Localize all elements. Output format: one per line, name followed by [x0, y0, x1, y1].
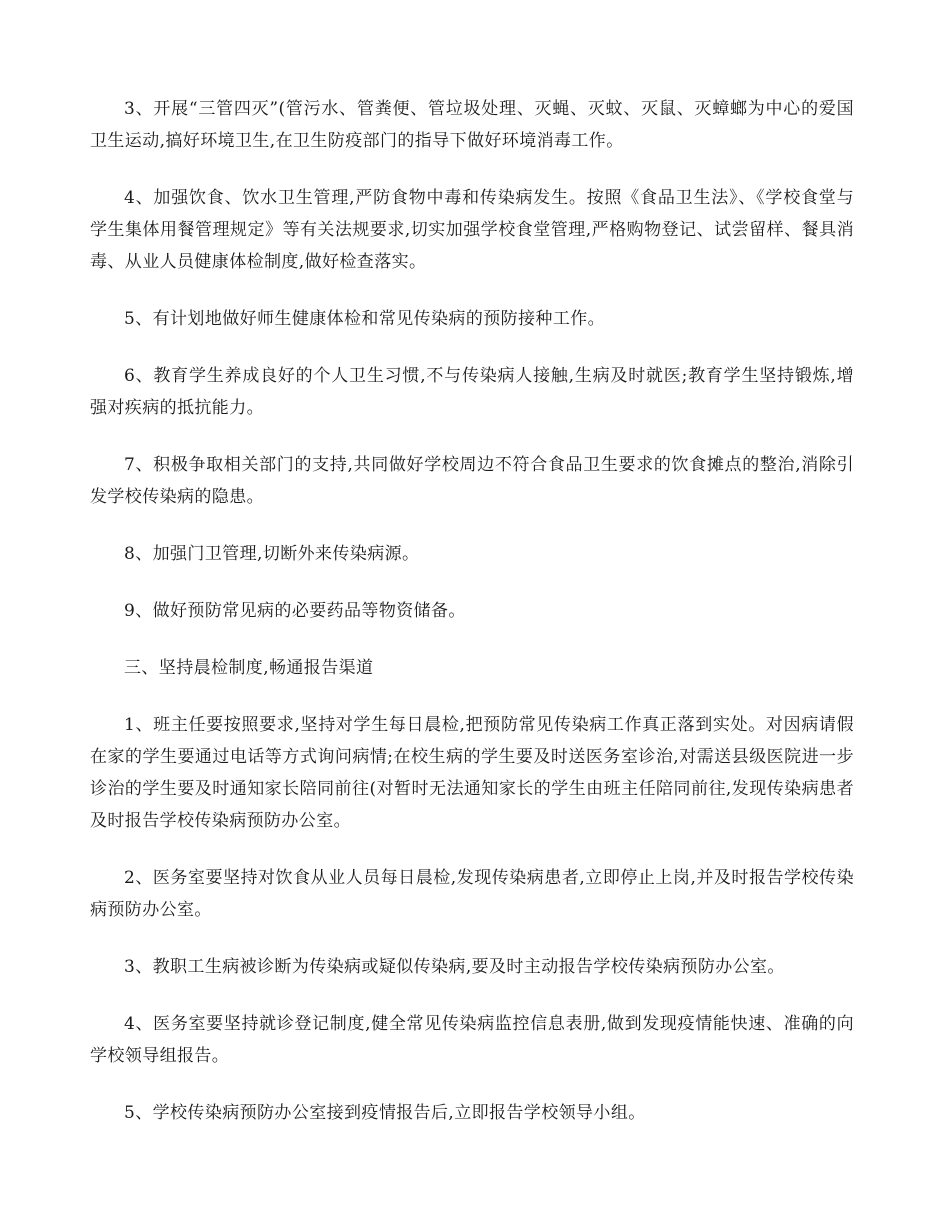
paragraph-item-3-sanguansimie: 3、开展“三管四灭”(管污水、管粪便、管垃圾处理、灭蝇、灭蚊、灭鼠、灭蟑螂为中心的爱国卫生运动,搞好环境卫生,在卫生防疫部门的指导下做好环境消毒工作。 [90, 99, 854, 151]
paragraph-item-7-food-stalls: 7、积极争取相关部门的支持,共同做好学校周边不符合食品卫生要求的饮食摊点的整治,消除引发学校传染病的隐患。 [90, 455, 854, 507]
section-heading-morning-check: 三、坚持晨检制度,畅通报告渠道 [124, 658, 374, 678]
paragraph-item-5-report: 5、学校传染病预防办公室接到疫情报告后,立即报告学校领导小组。 [124, 1103, 646, 1123]
paragraph-item-3-staff-illness: 3、教职工生病被诊断为传染病或疑似传染病,要及时主动报告学校传染病预防办公室。 [124, 957, 785, 977]
paragraph-item-1-class-teacher: 1、班主任要按照要求,坚持对学生每日晨检,把预防常见传染病工作真正落到实处。对因病请假在家的学生要通过电话等方式询问病情;在校生病的学生要及时送医务室诊治,对需送县级医院进一步诊治的学生要及时通知家长陪同前往(对暂时无法通知家长的学生由班主任陪同前往,发现传染病患者及时报告学校传染病预防办公室。 [90, 715, 854, 831]
paragraph-item-4-food-hygiene: 4、加强饮食、饮水卫生管理,严防食物中毒和传染病发生。按照《食品卫生法》、《学校食堂与学生集体用餐管理规定》等有关法规要求,切实加强学校食堂管理,严格购物登记、试尝留样、餐具消毒、从业人员健康体检制度,做好检查落实。 [90, 188, 854, 272]
paragraph-item-5-health-check: 5、有计划地做好师生健康体检和常见传染病的预防接种工作。 [124, 309, 606, 329]
paragraph-item-8-gate-management: 8、加强门卫管理,切断外来传染病源。 [124, 544, 420, 564]
paragraph-item-6-personal-hygiene: 6、教育学生养成良好的个人卫生习惯,不与传染病人接触,生病及时就医;教育学生坚持锻炼,增强对疾病的抵抗能力。 [90, 366, 854, 418]
paragraph-item-4-registration: 4、医务室要坚持就诊登记制度,健全常见传染病监控信息表册,做到发现疫情能快速、准确的向学校领导组报告。 [90, 1014, 854, 1066]
paragraph-item-2-clinic-staff: 2、医务室要坚持对饮食从业人员每日晨检,发现传染病患者,立即停止上岗,并及时报告学校传染病预防办公室。 [90, 868, 854, 920]
paragraph-item-9-supplies: 9、做好预防常见病的必要药品等物资储备。 [124, 601, 466, 621]
